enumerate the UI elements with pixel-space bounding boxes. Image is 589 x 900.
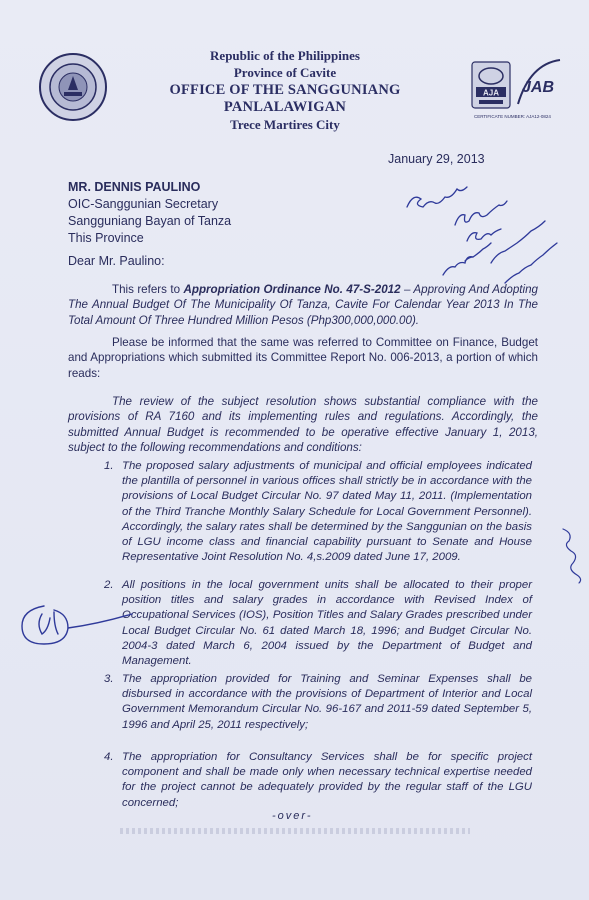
paragraph-committee-review: The review of the subject resolution shows substantial compliance with the provisions of RA 7160 and its implementing rules and regulations. Accordingly, the submitted Annual Budget is recommended to be operative effective January 1, 2013, subject to the following recommendations and conditions:: [68, 395, 538, 455]
paragraph-reference-rest: – Approving And Adopting The Annual Budget Of The Municipality Of Tanza, Cavite For Calendar Year 2013 In The Total Amount Of Three Hundred Million Pesos (Php300,000,000.00).: [68, 283, 538, 327]
addressee-office: Sangguniang Bayan of Tanza: [68, 214, 232, 228]
letter-date: January 29, 2013: [388, 152, 485, 166]
cert-badge-right-text: JAB: [521, 79, 555, 96]
letterhead: [120, 48, 450, 133]
paragraph-reference-lead: This refers to: [112, 283, 184, 296]
condition-text: The proposed salary adjustments of municipal and official employees indicated the plantilla of personnel in various offices shall strictly be in accordance with the provisions of Local Budget Circular No. 97 dated May 11, 2011. (Implementation of the Third Tranche Monthly Salary Schedule for Local Government Personnel). Accordingly, the salary rates shall be determined by the Sanggunian on the basis of LGU income class and financial capability pursuant to Senate and House Representative Joint Resolution No. 4,s.2009 dated June 17, 2009.: [122, 460, 532, 564]
ordinance-title: Appropriation Ordinance No. 47-S-2012: [183, 283, 401, 296]
condition-item-2: [104, 578, 532, 669]
condition-number: 1.: [104, 460, 114, 472]
margin-initials-signature: [555, 525, 585, 585]
cert-badge-left-text: AJA: [482, 88, 500, 98]
addressee-block: [68, 179, 231, 247]
paragraph-committee-referral: Please be informed that the same was referred to Committee on Finance, Budget and Appropriations which submitted its Committee Report No. 006-2013, a portion of which reads:: [68, 336, 538, 380]
letterhead-republic: Republic of the Philippines: [210, 48, 360, 63]
page-continuation-marker: -over-: [272, 810, 313, 822]
condition-text: The appropriation provided for Training and Seminar Expenses shall be disbursed in accordance with the provisions of Department of Interior and Local Government Memorandum Circular No. 96-167 and 2011-59 dated September 5, 1996 and April 25, 2011 respectively;: [122, 673, 532, 731]
condition-item-3: [104, 672, 532, 733]
initials-signature: [14, 598, 134, 648]
condition-number: 4.: [104, 751, 114, 763]
condition-number: 3.: [104, 673, 114, 685]
addressee-province: This Province: [68, 231, 144, 245]
footer-divider: [120, 828, 470, 834]
certificate-number: CERTIFICATE NUMBER: AJA12-0824: [474, 114, 551, 119]
addressee-name: MR. DENNIS PAULINO: [68, 180, 201, 194]
condition-item-4: [104, 750, 532, 811]
letterhead-office: OFFICE OF THE SANGGUNIANG PANLALAWIGAN: [169, 82, 401, 115]
condition-number: 2.: [104, 579, 114, 591]
provincial-seal-logo: [38, 52, 108, 122]
letterhead-city: Trece Martires City: [230, 117, 340, 132]
paragraph-reference: [68, 282, 538, 328]
condition-text: All positions in the local government units shall be allocated to their proper position titles and salary grades in accordance with Revised Index of Occupational Services (IOS), Position Titles and Salary Grades prescribed under Local Budget Circular No. 61 dated March 18, 1996; and Budget Circular No. 2004-3 dated March 6, 2004 issued by the Department of Budget and Management.: [122, 579, 532, 668]
condition-item-1: [104, 459, 532, 565]
handwritten-receipt-note-signature: [395, 165, 575, 295]
addressee-title: OIC-Sanggunian Secretary: [68, 197, 219, 211]
salutation: Dear Mr. Paulino:: [68, 254, 165, 268]
letterhead-province: Province of Cavite: [233, 65, 337, 80]
condition-text: The appropriation for Consultancy Services shall be for specific project component and shall be made only when necessary technical expertise needed for the project cannot be adequately provided by the regular staff of the LGU concerned;: [122, 751, 532, 809]
